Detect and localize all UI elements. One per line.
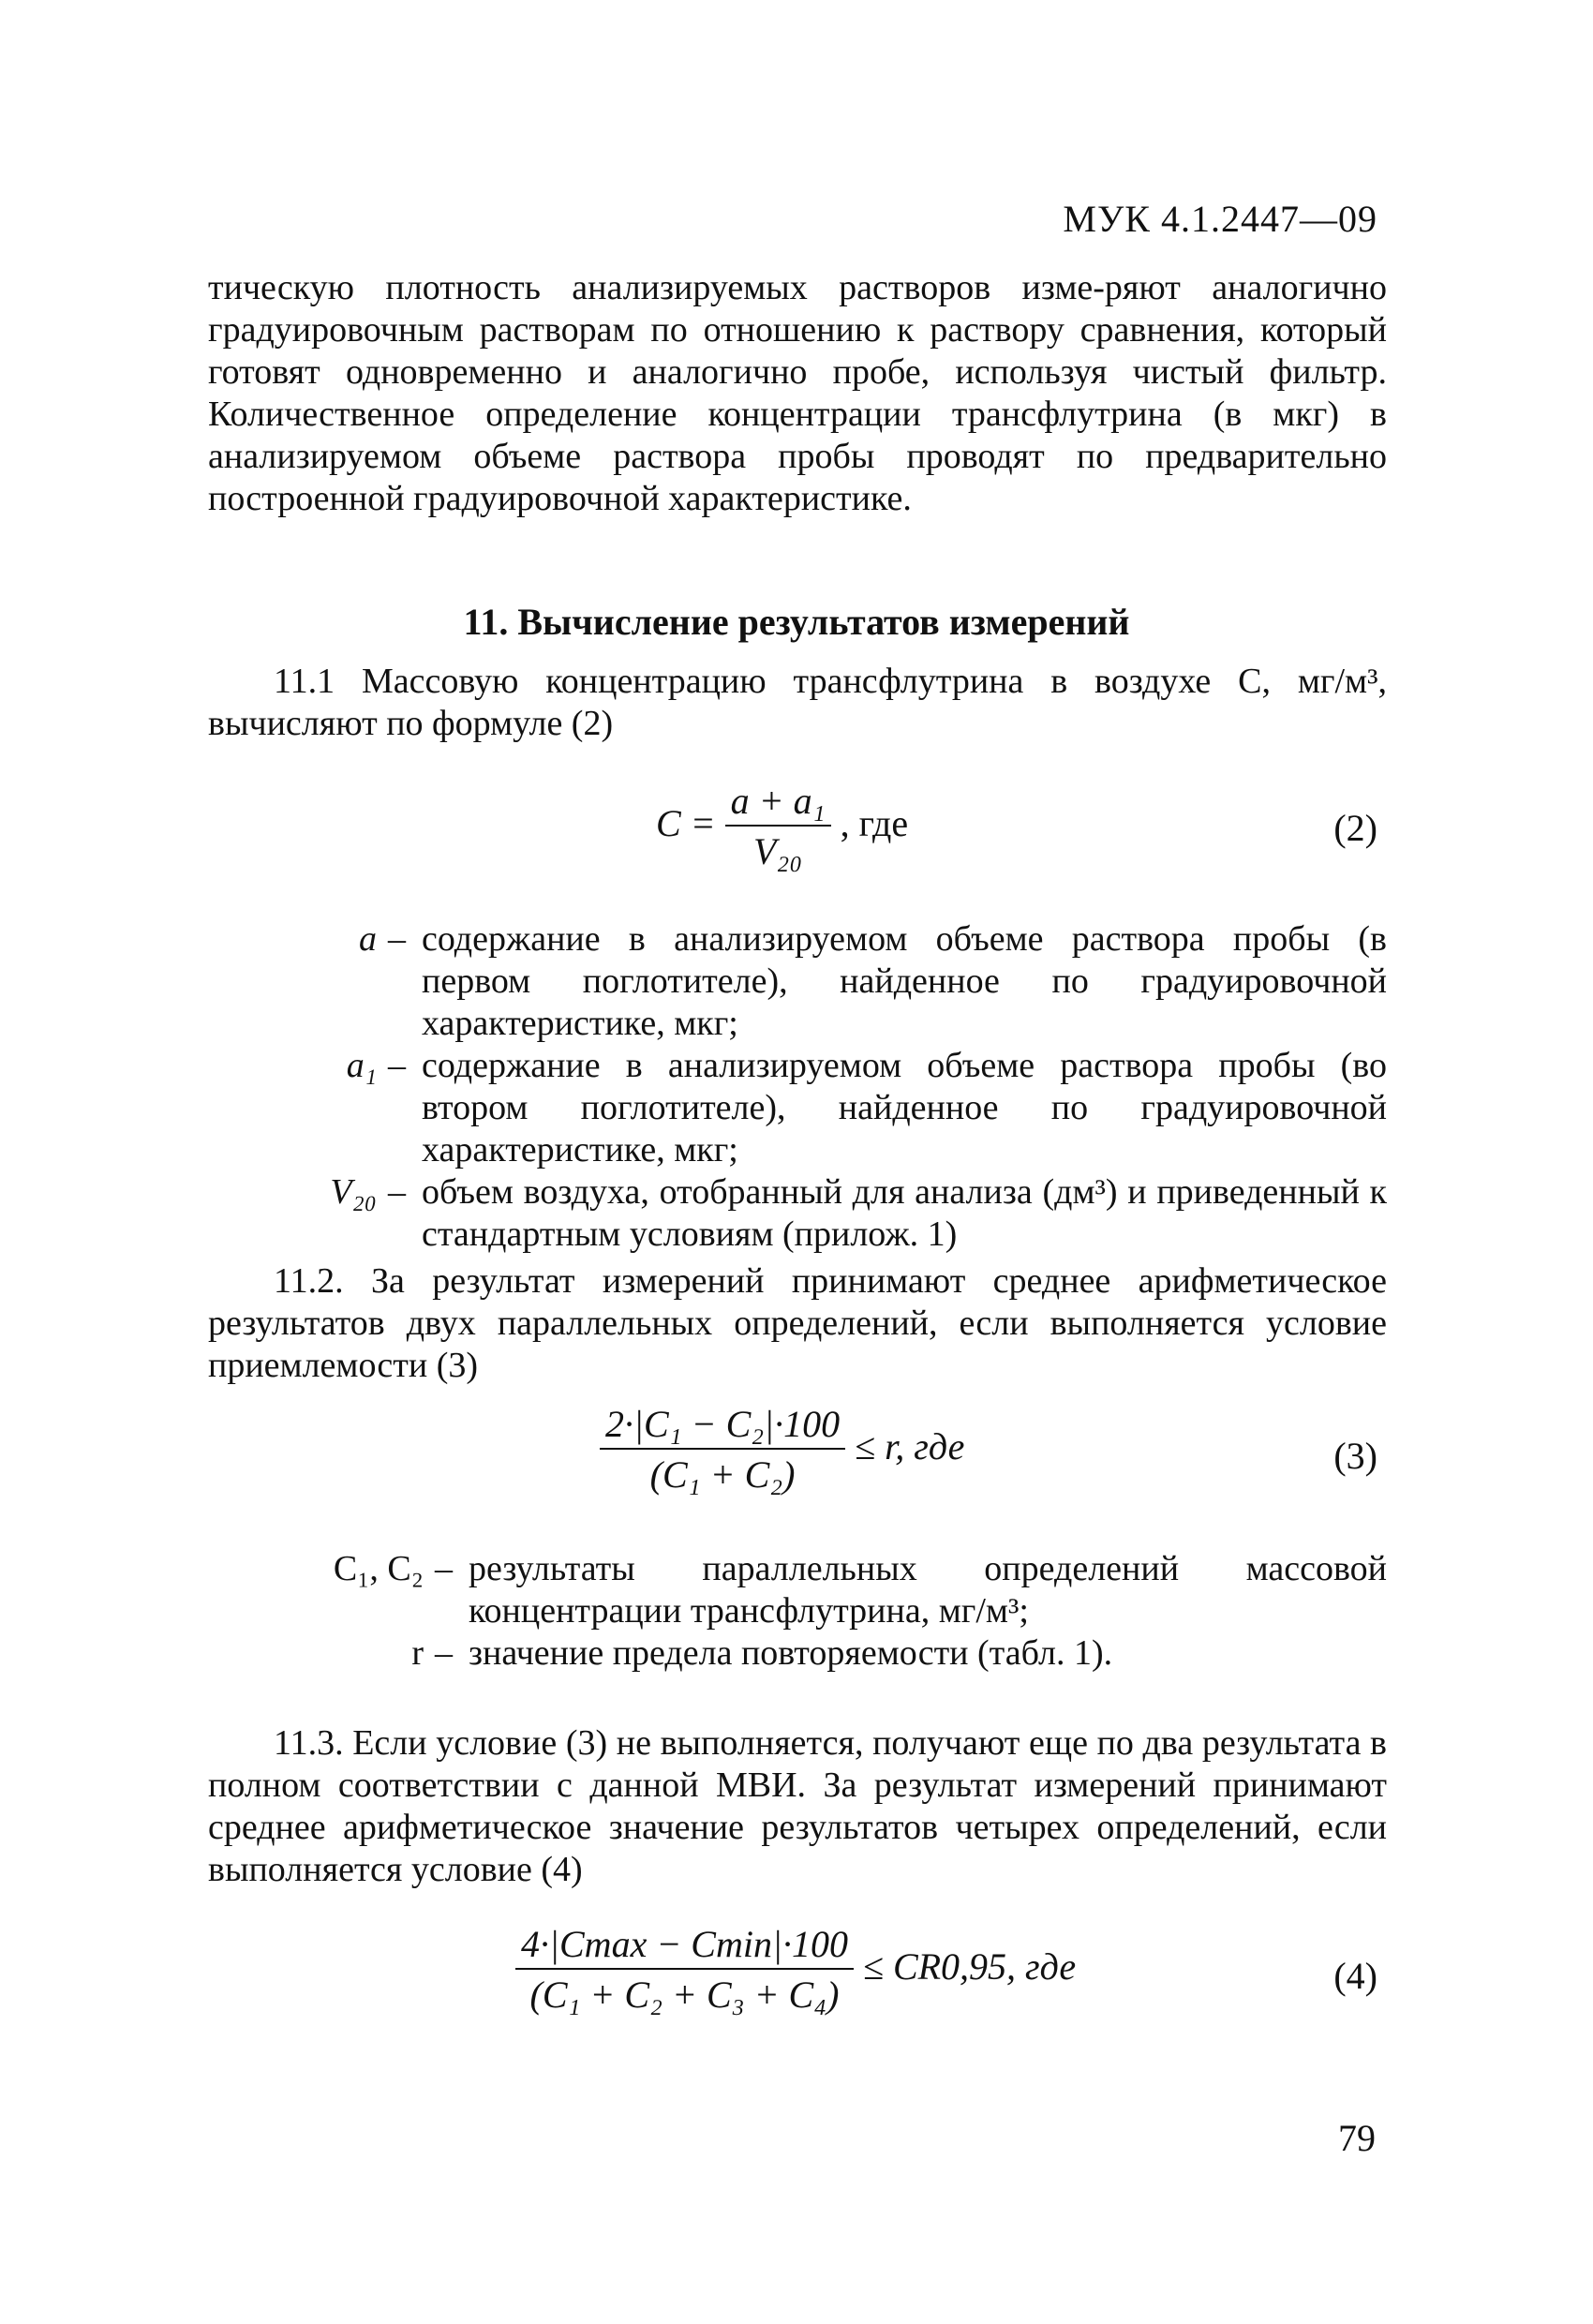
- definition-dash: –: [388, 919, 406, 959]
- definition-symbol: a: [359, 919, 377, 959]
- formula-4-suffix: ≤ CR0,95, где: [862, 1945, 1077, 1989]
- definitions-formula-3: [208, 1548, 1387, 1675]
- formula-2-fraction: [725, 778, 831, 877]
- paragraph-11-2: 11.2. За результат измерений принимают среднее арифметическое результатов двух параллельных определений, если выполняется условие приемлемости (3): [208, 1261, 1387, 1385]
- formula-3-numerator: 2·|C₁ − C₂|·100: [600, 1401, 845, 1450]
- formula-4-denominator: (C₁ + C₂ + C₃ + C₄): [529, 1974, 840, 2016]
- paragraph-11-1: 11.1 Массовую концентрацию трансфлутрина в воздухе С, мг/м³, вычисляют по формуле (2): [208, 662, 1387, 743]
- formula-3: [600, 1401, 964, 1500]
- definition-dash: –: [388, 1172, 406, 1212]
- definition-dash: –: [435, 1633, 453, 1673]
- formula-2-numerator: a + a₁: [725, 778, 831, 827]
- definition-item: [208, 1045, 1387, 1171]
- formula-2-lhs: C =: [656, 802, 716, 845]
- definition-dash: –: [388, 1046, 406, 1085]
- definition-symbol: r: [411, 1633, 424, 1673]
- formula-2-suffix: , где: [840, 802, 909, 845]
- definition-symbol: a₁: [346, 1046, 377, 1085]
- definitions-formula-2: [208, 918, 1387, 1256]
- definition-text: содержание в анализируемом объеме раствора пробы (в первом поглотителе), найденное по градуировочной характеристике, мкг;: [422, 919, 1387, 1043]
- formula-4: [515, 1921, 1076, 2020]
- definition-symbol: C₁, C₂: [333, 1549, 424, 1588]
- definition-text: результаты параллельных определений массовой концентрации трансфлутрина, мг/м³;: [469, 1549, 1387, 1631]
- formula-2-number: (2): [1333, 807, 1377, 849]
- formula-3-denominator: (C₁ + C₂): [649, 1453, 796, 1496]
- definition-dash: –: [435, 1549, 453, 1588]
- definition-item: [208, 1548, 1387, 1632]
- formula-2: [656, 778, 908, 877]
- formula-3-number: (3): [1333, 1435, 1377, 1477]
- formula-2-denominator: V₂₀: [753, 830, 803, 872]
- formula-4-number: (4): [1333, 1955, 1377, 1997]
- paragraph-11-3: 11.3. Если условие (3) не выполняется, получают еще по два результата в полном соответствии с данной МВИ. За результат измерений принимают среднее арифметическое значение результатов четырех определений, если выполняется условие (4): [208, 1723, 1387, 1889]
- definition-symbol: V₂₀: [330, 1172, 377, 1212]
- formula-3-suffix: ≤ r, где: [855, 1425, 965, 1468]
- definition-item: [208, 1632, 1387, 1675]
- formula-4-fraction: [515, 1921, 854, 2020]
- section-title: 11. Вычисление результатов измерений: [463, 601, 1130, 643]
- page-number: 79: [1338, 2117, 1376, 2159]
- formula-4-numerator: 4·|Cmax − Cmin|·100: [515, 1921, 854, 1970]
- definition-item: [208, 918, 1387, 1045]
- definition-text: объем воздуха, отобранный для анализа (дм³) и приведенный к стандартным условиям (прилож. 1): [422, 1172, 1387, 1254]
- definition-text: содержание в анализируемом объеме раствора пробы (во втором поглотителе), найденное по градуировочной характеристике, мкг;: [422, 1046, 1387, 1169]
- definition-item: [208, 1171, 1387, 1256]
- formula-3-fraction: [600, 1401, 845, 1500]
- document-code: МУК 4.1.2447—09: [1063, 198, 1377, 240]
- definition-text: значение предела повторяемости (табл. 1).: [469, 1633, 1113, 1673]
- intro-paragraph: тическую плотность анализируемых растворов изме-ряют аналогично градуировочным растворам по отношению к раствору сравнения, который готовят одновременно и аналогично пробе, используя чистый фильтр. Количественное определение концентрации трансфлутрина (в мкг) в анализируемом объеме раствора пробы проводят по предварительно построенной градуировочной характеристике.: [208, 268, 1387, 518]
